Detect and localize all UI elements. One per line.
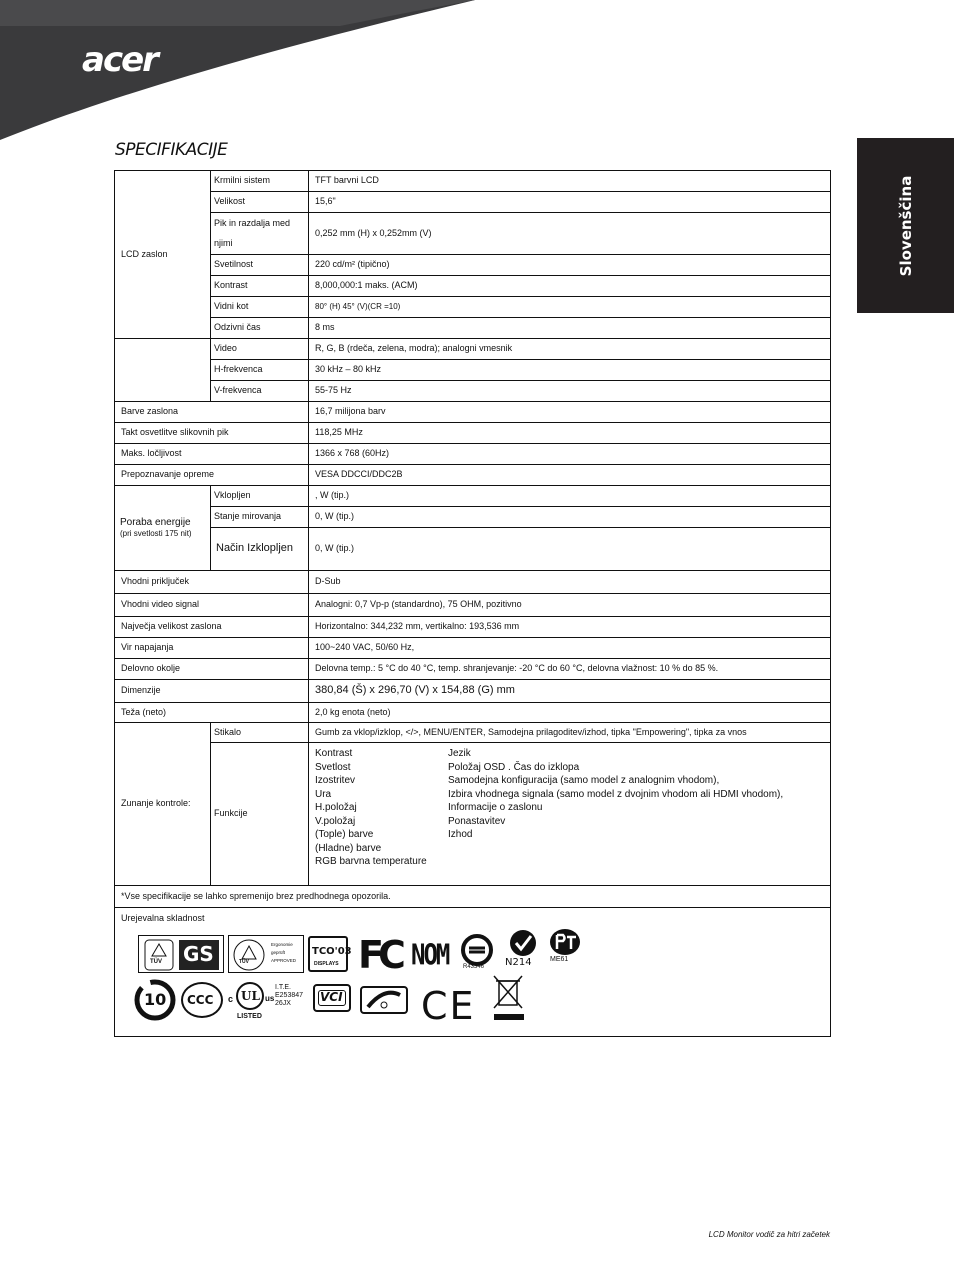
row-value: 0, W (tip.): [309, 507, 831, 528]
row-label: Maks. ločljivost: [115, 444, 309, 465]
row-label: Vir napajanja: [115, 638, 309, 659]
row-label: Vhodni video signal: [115, 594, 309, 617]
row-value: 100~240 VAC, 50/60 Hz,: [309, 638, 831, 659]
language-tab: [857, 138, 954, 313]
ul-info-line: E253847: [275, 992, 304, 1000]
ul-text: UL: [241, 989, 260, 1004]
table-row: [115, 444, 831, 465]
row-label: Krmilni sistem: [211, 171, 309, 192]
tco-text: TCO'03: [312, 946, 352, 958]
row-value: 1366 x 768 (60Hz): [309, 444, 831, 465]
list-item: Izostritev: [315, 775, 356, 786]
table-row: [115, 638, 831, 659]
n214-text: N214: [505, 957, 532, 969]
row-label: Takt osvetlitve slikovnih pik: [115, 423, 309, 444]
table-row: [115, 886, 831, 908]
regulatory-cell: [115, 908, 831, 1037]
row-value: 0, W (tip.): [309, 528, 831, 571]
tuv-ergonomie-logo: [228, 935, 304, 973]
table-row: [115, 743, 831, 886]
n214-logo: [504, 928, 540, 972]
row-value: 30 kHz – 80 kHz: [309, 360, 831, 381]
row-value: 8,000,000:1 maks. (ACM): [309, 276, 831, 297]
list-item: Informacije o zaslonu: [448, 802, 543, 813]
controls-group-label: Zunanje kontrole:: [115, 723, 211, 886]
row-label: Odzivni čas: [211, 318, 309, 339]
page-footer: LCD Monitor vodič za hitri začetek: [708, 1230, 830, 1239]
table-row: [115, 318, 831, 339]
row-label: Pik in razdalja med njimi: [211, 213, 309, 255]
list-item: V.položaj: [315, 815, 356, 827]
row-value: , W (tip.): [309, 486, 831, 507]
row-label: Stikalo: [211, 723, 309, 743]
ul-info-line: 26JX: [275, 1000, 291, 1008]
lcd-group-label: LCD zaslon: [115, 171, 211, 339]
table-row: [115, 659, 831, 680]
vcci-logo: [313, 984, 351, 1012]
ul-listed-text: LISTED: [237, 1013, 262, 1021]
pct-code: ME61: [550, 956, 569, 964]
language-tab-label: Slovenščina: [896, 175, 915, 276]
row-label: Svetilnost: [211, 255, 309, 276]
vcci-text: VCI: [320, 990, 343, 1005]
row-value: 2,0 kg enota (neto): [309, 703, 831, 723]
list-item: Svetlost: [315, 761, 351, 773]
certification-logos: [121, 928, 824, 1036]
table-row: [115, 908, 831, 1037]
table-row: [115, 486, 831, 507]
row-value: Analogni: 0,7 Vp-p (standardno), 75 OHM, pozitivno: [309, 594, 831, 617]
table-row: [115, 381, 831, 402]
row-label: Dimenzije: [115, 680, 309, 703]
list-item: Ponastavitev: [448, 815, 506, 827]
ul-us-text: us: [265, 994, 275, 1004]
row-value: 55-75 Hz: [309, 381, 831, 402]
row-value: 118,25 MHz: [309, 423, 831, 444]
list-item: Jezik: [448, 748, 471, 759]
list-item: Ura: [315, 788, 332, 800]
table-row: [115, 723, 831, 743]
table-row: [115, 703, 831, 723]
list-item: Izhod: [448, 829, 473, 840]
regulatory-label: Urejevalna skladnost: [121, 913, 205, 923]
gs-mark-text: GS: [183, 942, 214, 967]
row-value: 16,7 milijona barv: [309, 402, 831, 423]
c-tick-logo: [461, 934, 497, 974]
ergo-line: Ergonomie: [271, 942, 293, 948]
table-row: [115, 571, 831, 594]
row-label: Velikost: [211, 192, 309, 213]
table-row: [115, 213, 831, 255]
fcc-logo: FC: [358, 933, 400, 978]
table-row: [115, 276, 831, 297]
table-row: [115, 171, 831, 192]
tuv-text: TÜV: [150, 959, 162, 966]
list-item: (Hladne) barve: [315, 842, 382, 854]
table-row: [115, 297, 831, 318]
list-item: Položaj OSD . Čas do izklopa: [448, 761, 580, 773]
video-group-label: [115, 339, 211, 402]
row-label: Prepoznavanje opreme: [115, 465, 309, 486]
spec-table: [114, 170, 831, 1037]
row-value: 8 ms: [309, 318, 831, 339]
table-row: [115, 594, 831, 617]
row-label: Teža (neto): [115, 703, 309, 723]
row-label: Vklopljen: [211, 486, 309, 507]
ul-c-text: c: [228, 994, 234, 1005]
table-row: [115, 360, 831, 381]
row-label: Največja velikost zaslona: [115, 617, 309, 638]
row-label: H-frekvenca: [211, 360, 309, 381]
table-row: [115, 423, 831, 444]
table-row: [115, 339, 831, 360]
spec-note: *Vse specifikacije se lahko spremenijo brez predhodnega opozorila.: [115, 886, 831, 908]
functions-list-right: [448, 747, 824, 869]
table-row: [115, 255, 831, 276]
ccc-text: CCC: [187, 993, 214, 1008]
row-label: Barve zaslona: [115, 402, 309, 423]
nom-logo: NOM: [411, 938, 449, 973]
table-row: [115, 617, 831, 638]
table-row: [115, 528, 831, 571]
row-value: Horizontalno: 344,232 mm, vertikalno: 193,536 mm: [309, 617, 831, 638]
power-group-subtitle: (pri svetlosti 175 nit): [120, 529, 192, 539]
table-row: [115, 507, 831, 528]
row-value: TFT barvni LCD: [309, 171, 831, 192]
weee-bin-icon: [490, 972, 528, 1024]
acer-logo: acer: [82, 40, 157, 80]
list-item: Kontrast: [315, 748, 353, 759]
power-group-title: Poraba energije: [120, 516, 191, 528]
row-value: 380,84 (Š) x 296,70 (V) x 154,88 (G) mm: [309, 680, 831, 703]
pct-logo: [547, 928, 587, 968]
row-value: D-Sub: [309, 571, 831, 594]
ergo-line: APPROVED: [271, 958, 297, 964]
tuv-gs-logo: [138, 935, 224, 973]
row-label: Delovno okolje: [115, 659, 309, 680]
functions-list-left: [315, 747, 448, 869]
china-10-logo: [133, 978, 177, 1022]
ccc-logo: [181, 982, 223, 1018]
tuv-small-text: TÜV: [239, 959, 249, 966]
ul-listed-logo: [228, 980, 308, 1024]
ul-info-line: I.T.E.: [275, 984, 291, 992]
row-label: Vhodni priključek: [115, 571, 309, 594]
ce-logo: CE: [421, 984, 476, 1029]
table-row: [115, 192, 831, 213]
row-label: Kontrast: [211, 276, 309, 297]
list-item: H.položaj: [315, 802, 357, 813]
row-value: 15,6": [309, 192, 831, 213]
power-group-label: [115, 486, 211, 571]
gost-logo: [360, 985, 410, 1015]
row-value: Delovna temp.: 5 °C do 40 °C, temp. shranjevanje: -20 °C do 60 °C, delovna vlažnost: 10 % do 85 %.: [309, 659, 831, 680]
row-label: Vidni kot: [211, 297, 309, 318]
row-value: Gumb za vklop/izklop, </>, MENU/ENTER, Samodejna prilagoditev/izhod, tipka "Empowering", tipka za vnos: [309, 723, 831, 743]
tco-logo: [308, 936, 352, 972]
page-title: SPECIFIKACIJE: [115, 140, 228, 160]
list-item: RGB barvna temperature: [315, 856, 427, 867]
table-row: [115, 402, 831, 423]
row-value: 80° (H) 45° (V)(CR =10): [309, 297, 831, 318]
row-label: Funkcije: [211, 743, 309, 886]
row-label: Stanje mirovanja: [211, 507, 309, 528]
ergo-line: geprüft: [271, 950, 286, 956]
row-value: R, G, B (rdeča, zelena, modra); analogni vmesnik: [309, 339, 831, 360]
tco-displays-text: DISPLAYS: [314, 961, 339, 968]
row-value: 0,252 mm (H) x 0,252mm (V): [309, 213, 831, 255]
row-value: 220 cd/m² (tipično): [309, 255, 831, 276]
c-tick-code: R43346: [463, 964, 485, 971]
china-10-text: 10: [144, 990, 167, 1010]
table-row: [115, 680, 831, 703]
functions-cell: [309, 743, 831, 886]
list-item: (Tople) barve: [315, 829, 374, 840]
list-item: Izbira vhodnega signala (samo model z dvojnim vhodom ali HDMI vhodom),: [448, 788, 784, 800]
row-value: VESA DDCCI/DDC2B: [309, 465, 831, 486]
row-label: V-frekvenca: [211, 381, 309, 402]
row-label: Video: [211, 339, 309, 360]
row-label: Način Izklopljen: [211, 528, 309, 571]
list-item: Samodejna konfiguracija (samo model z analognim vhodom),: [448, 775, 720, 786]
table-row: [115, 465, 831, 486]
